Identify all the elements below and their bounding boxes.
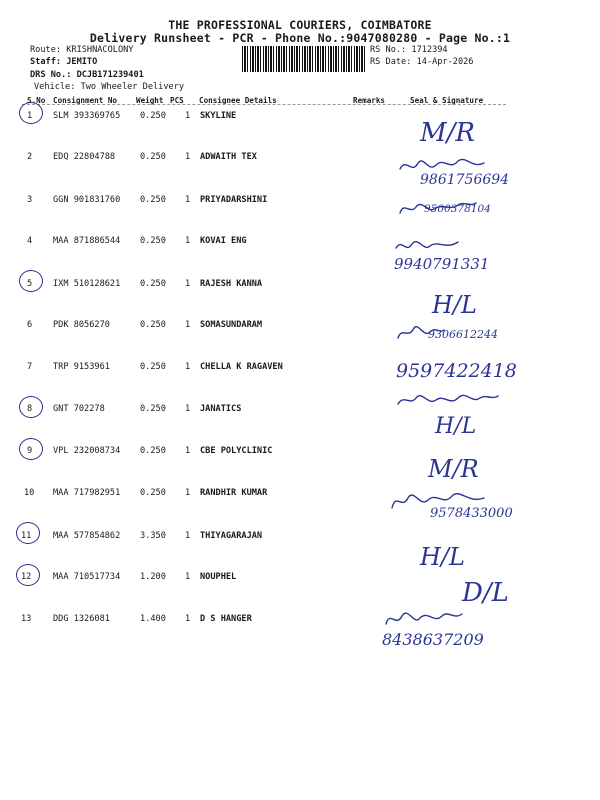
row-consignment: SLM 393369765 xyxy=(53,111,121,121)
route-label: Route: KRISHNACOLONY xyxy=(30,45,134,55)
drs-number: DRS No.: DCJB171239401 xyxy=(30,70,144,80)
pen-circle-mark xyxy=(19,396,43,418)
row-consignment: MAA 871886544 xyxy=(53,236,121,246)
row-consignee: RAJESH KANNA xyxy=(200,279,263,289)
row-weight: 0.250 xyxy=(140,362,166,372)
row-consignee: D S HANGER xyxy=(200,614,252,624)
row-sno: 11 xyxy=(21,531,32,541)
row-sno: 1 xyxy=(27,111,33,121)
signature-scribble xyxy=(394,236,464,256)
handwritten-phone: 9597422418 xyxy=(396,360,517,382)
col-pcs: PCS xyxy=(170,96,184,105)
row-sno: 12 xyxy=(21,572,32,582)
handwritten-phone: 9500378104 xyxy=(424,203,491,215)
col-weight: Weight xyxy=(136,96,164,105)
row-pcs: 1 xyxy=(185,488,191,498)
row-sno: 7 xyxy=(27,362,33,372)
row-consignment: GGN 901831760 xyxy=(53,195,121,205)
row-weight: 0.250 xyxy=(140,320,166,330)
pen-circle-mark xyxy=(19,438,43,460)
row-consignment: PDK 8056270 xyxy=(53,320,110,330)
handwritten-phone: 9861756694 xyxy=(420,172,510,188)
handwritten-mr: M/R xyxy=(420,118,475,148)
row-consignee: NOUPHEL xyxy=(200,572,237,582)
row-consignment: IXM 510128621 xyxy=(53,279,121,289)
row-consignment: TRP 9153961 xyxy=(53,362,110,372)
row-pcs: 1 xyxy=(185,152,191,162)
row-consignee: RANDHIR KUMAR xyxy=(200,488,268,498)
row-pcs: 1 xyxy=(185,236,191,246)
row-pcs: 1 xyxy=(185,111,191,121)
pen-circle-mark xyxy=(16,522,40,544)
row-pcs: 1 xyxy=(185,320,191,330)
pen-circle-mark xyxy=(16,564,40,586)
row-sno: 10 xyxy=(24,488,35,498)
row-consignment: VPL 232008734 xyxy=(53,446,121,456)
row-consignee: CHELLA K RAGAVEN xyxy=(200,362,283,372)
row-sno: 8 xyxy=(27,404,33,414)
handwritten-phone: 9940791331 xyxy=(394,255,490,273)
staff-label: Staff: JEMITO xyxy=(30,57,98,67)
row-weight: 0.250 xyxy=(140,488,166,498)
row-weight: 0.250 xyxy=(140,152,166,162)
row-weight: 0.250 xyxy=(140,236,166,246)
row-consignment: EDQ 22804788 xyxy=(53,152,116,162)
vehicle-label: Vehicle: Two Wheeler Delivery xyxy=(34,82,185,92)
row-pcs: 1 xyxy=(185,446,191,456)
row-weight: 3.350 xyxy=(140,531,166,541)
row-weight: 0.250 xyxy=(140,279,166,289)
row-consignment: MAA 717982951 xyxy=(53,488,121,498)
row-consignment: MAA 710517734 xyxy=(53,572,121,582)
col-sno: S.No xyxy=(27,96,46,105)
handwritten-hl: H/L xyxy=(432,291,477,319)
row-consignee: PRIYADARSHINI xyxy=(200,195,268,205)
row-consignee: SOMASUNDARAM xyxy=(200,320,263,330)
handwritten-mr: M/R xyxy=(428,455,479,483)
row-consignee: JANATICS xyxy=(200,404,242,414)
row-consignee: CBE POLYCLINIC xyxy=(200,446,273,456)
row-pcs: 1 xyxy=(185,531,191,541)
row-weight: 0.250 xyxy=(140,111,166,121)
row-pcs: 1 xyxy=(185,279,191,289)
row-weight: 1.200 xyxy=(140,572,166,582)
row-pcs: 1 xyxy=(185,614,191,624)
row-consignment: MAA 577854862 xyxy=(53,531,121,541)
row-weight: 0.250 xyxy=(140,404,166,414)
runsheet-subtitle: Delivery Runsheet - PCR - Phone No.:9047080280 - Page No.:1 xyxy=(89,31,511,45)
row-weight: 0.250 xyxy=(140,446,166,456)
row-weight: 1.400 xyxy=(140,614,166,624)
row-consignee: KOVAI ENG xyxy=(200,236,247,246)
col-seal-signature: Seal & Signature xyxy=(410,96,484,105)
col-remarks: Remarks xyxy=(353,96,386,105)
col-consignee: Consignee Details xyxy=(199,96,277,105)
row-sno: 13 xyxy=(21,614,32,624)
rs-number: RS No.: 1712394 xyxy=(370,45,448,55)
handwritten-hl: H/L xyxy=(435,414,477,439)
row-sno: 3 xyxy=(27,195,33,205)
row-pcs: 1 xyxy=(185,572,191,582)
rs-date: RS Date: 14-Apr-2026 xyxy=(370,57,474,67)
row-consignment: GNT 702278 xyxy=(53,404,105,414)
row-consignment: DDG 1326081 xyxy=(53,614,110,624)
row-consignee: THIYAGARAJAN xyxy=(200,531,263,541)
row-sno: 9 xyxy=(27,446,33,456)
row-pcs: 1 xyxy=(185,195,191,205)
handwritten-phone: 8438637209 xyxy=(382,630,484,649)
row-sno: 5 xyxy=(27,279,33,289)
signature-scribble xyxy=(396,388,500,410)
pen-circle-mark xyxy=(19,270,43,292)
row-pcs: 1 xyxy=(185,362,191,372)
row-weight: 0.250 xyxy=(140,195,166,205)
row-consignee: SKYLINE xyxy=(200,111,237,121)
row-sno: 6 xyxy=(27,320,33,330)
row-pcs: 1 xyxy=(185,404,191,414)
handwritten-phone: 9578433000 xyxy=(430,506,513,521)
company-title: THE PROFESSIONAL COURIERS, COIMBATORE xyxy=(168,18,432,32)
handwritten-dl: D/L xyxy=(462,578,509,608)
col-consignment: Consignment No xyxy=(53,96,118,105)
signature-scribble xyxy=(384,606,464,632)
row-sno: 4 xyxy=(27,236,33,246)
pen-circle-mark xyxy=(19,102,43,124)
handwritten-phone: 9306612244 xyxy=(428,328,498,341)
handwritten-hl: H/L xyxy=(420,543,465,571)
header-divider xyxy=(22,104,506,105)
barcode-image xyxy=(242,46,367,72)
row-sno: 2 xyxy=(27,152,33,162)
row-consignee: ADWAITH TEX xyxy=(200,152,257,162)
